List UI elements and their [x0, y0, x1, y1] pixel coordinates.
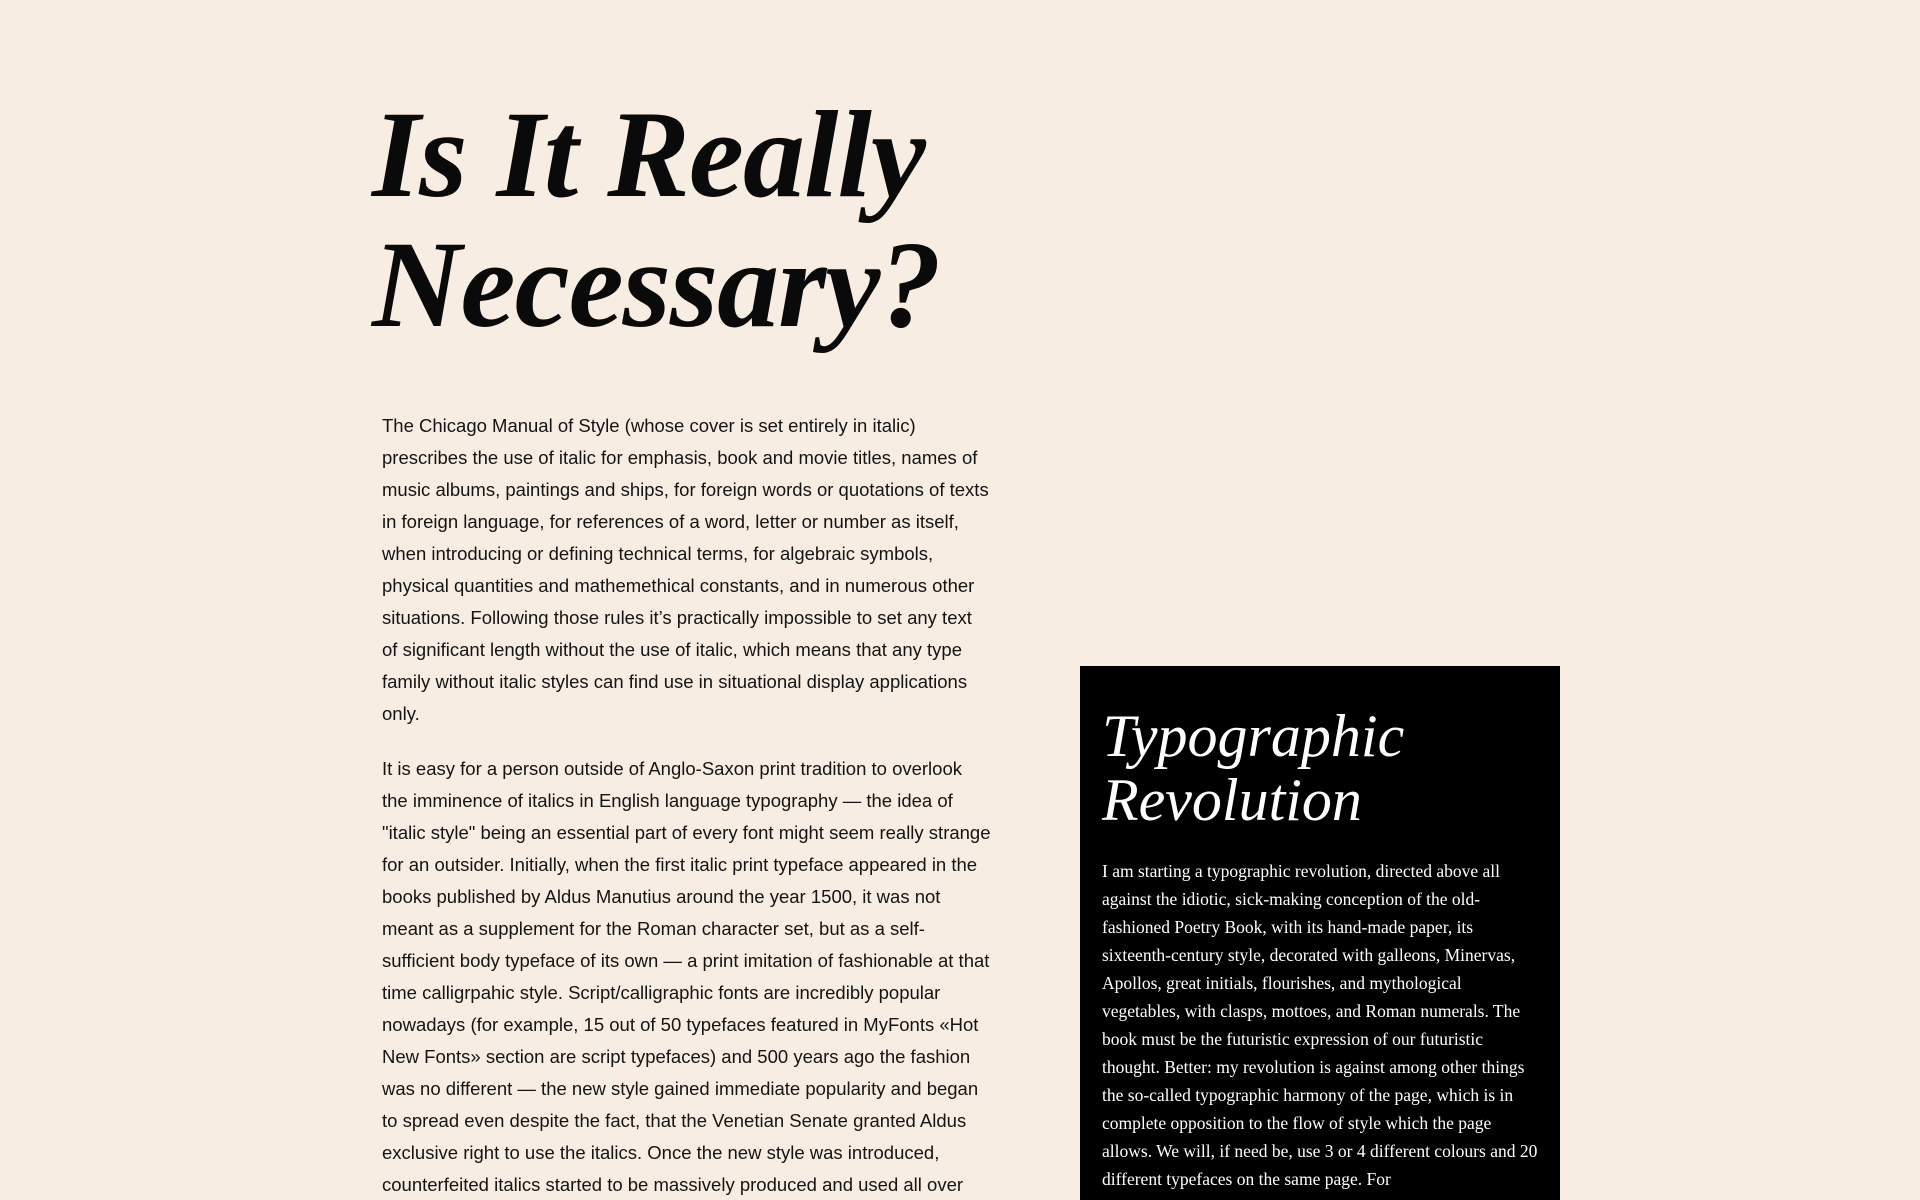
sidebar-title-line-1: Typographic: [1102, 703, 1405, 769]
page-title: [372, 86, 1072, 353]
sidebar-title-line-2: Revolution: [1102, 767, 1362, 833]
page-title-line-2: Necessary?: [372, 216, 941, 353]
article-body: [382, 410, 992, 1200]
sidebar-quote-box: [1080, 666, 1560, 1200]
article-paragraph-2: It is easy for a person outside of Anglo-Saxon print tradition to overlook the imminence of italics in English language typography — the idea of "italic style" being an essential part of every font might seem really strange for an outsider. Initially, when the first italic print typeface appeared in the books published by Aldus Manutius around the year 1500, it was not meant as a supplement for the Roman character set, but as a self-sufficient body typeface of its own — a print imitation of fashionable at that time calligrpahic style. Script/calligraphic fonts are incredibly popular nowadays (for example, 15 out of 50 typefaces featured in MyFonts «Hot New Fonts» section are script typefaces) and 500 years ago the fashion was no different — the new style gained immediate popularity and began to spread even despite the fact, that the Venetian Senate granted Aldus exclusive right to use the italics. Once the new style was introduced, counterfeited italics started to be massively produced and used all over: [382, 758, 991, 1195]
sidebar-body-text: I am starting a typographic revolution, directed above all against the idiotic, sick-making conception of the old-fashioned Poetry Book, with its hand-made paper, its sixteenth-century style, decorated with galleons, Minervas, Apollos, great initials, flourishes, and mythological vegetables, with clasps, mottoes, and Roman numerals. The book must be the futuristic expression of our futuristic thought. Better: my revolution is against among other things the so-called typographic harmony of the page, which is in complete opposition to the flow of style which the page allows. We will, if need be, use 3 or 4 different colours and 20 different typefaces on the same page. For: [1102, 861, 1538, 1189]
page-title-line-1: Is It Really: [372, 86, 925, 223]
article-paragraph-1: The Chicago Manual of Style (whose cover is set entirely in italic) prescribes the use of italic for emphasis, book and movie titles, names of music albums, paintings and ships, for foreign words or quotations of texts in foreign language, for references of a word, letter or number as itself, when introducing or defining technical terms, for algebraic symbols, physical quantities and mathemethical constants, and in numerous other situations. Following those rules it’s practically impossible to set any text of significant length without the use of italic, which means that any type family without italic styles can find use in situational display applications only.: [382, 415, 989, 724]
sidebar-title: [1102, 704, 1538, 832]
